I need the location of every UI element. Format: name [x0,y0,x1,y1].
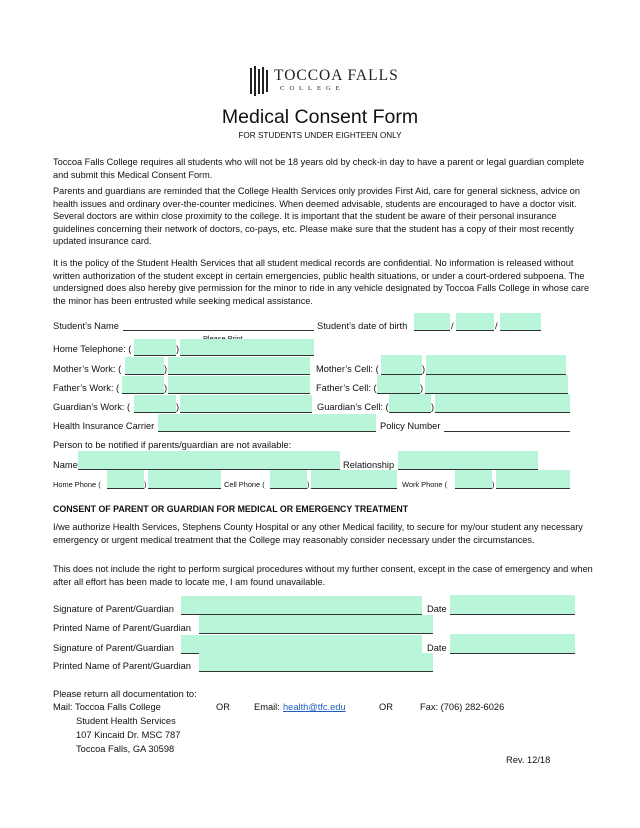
mothers-work-area-field[interactable] [125,357,164,375]
dob-slash-2: / [495,321,498,331]
home-telephone-label: Home Telephone: ( [53,344,132,354]
email-link[interactable]: health@tfc.edu [283,702,346,712]
contact-work-number-field[interactable] [496,470,570,489]
contact-cell-paren: ) [307,480,310,489]
consent-paragraph-2: This does not include the right to perform surgical procedures without my further consent, except in the case of emergency and when after all effort has been made to locate me, I am found unavailable. [53,564,593,587]
contact-cell-number-field[interactable] [311,470,397,489]
dob-month-field[interactable] [414,313,450,331]
or-separator-1: OR [216,702,230,712]
signature-2-label: Signature of Parent/Guardian [53,643,174,653]
contact-name-label: Name [53,460,78,470]
insurance-carrier-field[interactable] [158,414,376,432]
contact-home-area-field[interactable] [107,470,147,489]
signature-2-field[interactable] [181,635,422,654]
revision-label: Rev. 12/18 [506,755,551,765]
contact-cell-area-field[interactable] [270,470,310,489]
date-1-field[interactable] [450,595,575,615]
guardians-work-paren: ) [176,402,180,412]
printed-name-1-label: Printed Name of Parent/Guardian [53,623,191,633]
signature-1-label: Signature of Parent/Guardian [53,604,174,614]
consent-paragraph-1: I/we authorize Health Services, Stephens County Hospital or any other Medical facility, to secure for my/our student any necessary emergency or urgent medical treatment that the College may reasonably consider necessary under the circumstances. [53,522,583,545]
home-telephone-paren: ) [176,344,180,354]
policy-number-field[interactable] [444,415,570,432]
guardians-work-number-field[interactable] [180,395,312,413]
or-separator-2: OR [379,702,393,712]
contact-home-paren: ) [144,480,147,489]
intro-paragraph-3: It is the policy of the Student Health Services that all student medical records are confidential. No information is released without written authorization of the student except in certain emergencies, public health situations, or under a court-ordered subpoena. The undersigned does also hereby give permission for the minor to ride in any vehicle designated by Toccoa Falls College in whose care the minor has been entrusted while seeking medical assistance. [53,258,590,306]
guardians-work-label: Guardian’s Work: ( [53,402,131,412]
policy-number-label: Policy Number [380,421,441,431]
consent-heading: CONSENT OF PARENT OR GUARDIAN FOR MEDICAL OR EMERGENCY TREATMENT [53,504,409,514]
intro-paragraph-1: Toccoa Falls College requires all students who will not be 18 years old by check-in day to have a parent or legal guardian complete and submit this Medical Consent Form. [53,157,585,180]
college-logo [250,64,400,98]
mothers-cell-number-field[interactable] [426,355,566,375]
fax-number: Fax: (706) 282-6026 [420,702,505,712]
page-subtitle: FOR STUDENTS UNDER EIGHTEEN ONLY [238,131,402,140]
relationship-label: Relationship [343,460,395,470]
fathers-work-number-field[interactable] [168,376,310,394]
contact-work-paren: ) [492,480,495,489]
contact-name-field[interactable] [78,451,340,470]
fathers-cell-area-field[interactable] [377,375,420,394]
dob-label: Student’s date of birth [317,321,408,331]
fathers-cell-number-field[interactable] [425,375,568,394]
guardians-cell-label: Guardian’s Cell: ( [317,402,389,412]
mothers-cell-area-field[interactable] [381,355,422,375]
notify-label: Person to be notified if parents/guardian are not available: [53,440,292,450]
return-label: Please return all documentation to: [53,689,197,699]
mothers-work-label: Mother’s Work: ( [53,364,122,374]
mail-address-city: Toccoa Falls, GA 30598 [76,744,175,754]
home-telephone-area-field[interactable] [134,339,176,356]
contact-cell-phone-label: Cell Phone ( [224,480,265,489]
guardians-cell-number-field[interactable] [435,394,570,413]
fathers-work-area-field[interactable] [122,376,164,394]
guardians-cell-paren: ) [431,402,435,412]
dob-day-field[interactable] [456,313,494,331]
signature-1-field[interactable] [181,596,422,615]
printed-name-2-label: Printed Name of Parent/Guardian [53,661,191,671]
mail-address-line: Mail: Toccoa Falls College [53,702,161,712]
mothers-work-number-field[interactable] [168,357,310,375]
fathers-work-paren: ) [164,383,168,393]
insurance-carrier-label: Health Insurance Carrier [53,421,155,431]
student-name-field[interactable] [123,316,314,331]
relationship-field[interactable] [398,451,538,470]
fathers-work-label: Father’s Work: ( [53,383,120,393]
mothers-work-paren: ) [164,364,168,374]
home-telephone-number-field[interactable] [180,339,314,356]
dob-year-field[interactable] [500,313,541,331]
dob-slash-1: / [451,321,454,331]
contact-home-phone-label: Home Phone ( [53,480,101,489]
fathers-cell-paren: ) [420,383,424,393]
logo-sub: COLLEGE [280,85,345,92]
student-name-label: Student’s Name [53,321,119,331]
date-2-label: Date [427,643,447,653]
logo-name: TOCCOA FALLS [274,67,399,84]
date-1-label: Date [427,604,447,614]
guardians-work-area-field[interactable] [134,395,176,413]
email-label: Email: [254,702,280,712]
contact-work-phone-label: Work Phone ( [402,480,448,489]
intro-paragraph-2: Parents and guardians are reminded that the College Health Services only provides First Aid, care for general sickness, advice on health issues and ordinary over-the-counter medicines. When deemed advisable, students are encouraged to have a doctor visit. Several doctors are within close proximity to the college. It is important that the student be aware of their personal insurance guidelines concerning their network of doctors, co-pays, etc. Please make sure that the student has a copy of their most recently updated insurance card. [53,186,581,247]
contact-home-number-field[interactable] [148,470,221,489]
mail-address-street: 107 Kincaid Dr. MSC 787 [76,730,181,740]
fathers-cell-label: Father’s Cell: ( [316,383,377,393]
date-2-field[interactable] [450,634,575,654]
page-title: Medical Consent Form [221,106,419,128]
printed-name-1-field[interactable] [199,615,433,634]
mothers-cell-paren: ) [422,364,426,374]
falls-logo-icon [250,66,270,96]
printed-name-2-field[interactable] [199,653,433,672]
mail-address-dept: Student Health Services [76,716,176,726]
guardians-cell-area-field[interactable] [389,394,431,413]
mothers-cell-label: Mother’s Cell: ( [316,364,379,374]
contact-work-area-field[interactable] [455,470,495,489]
